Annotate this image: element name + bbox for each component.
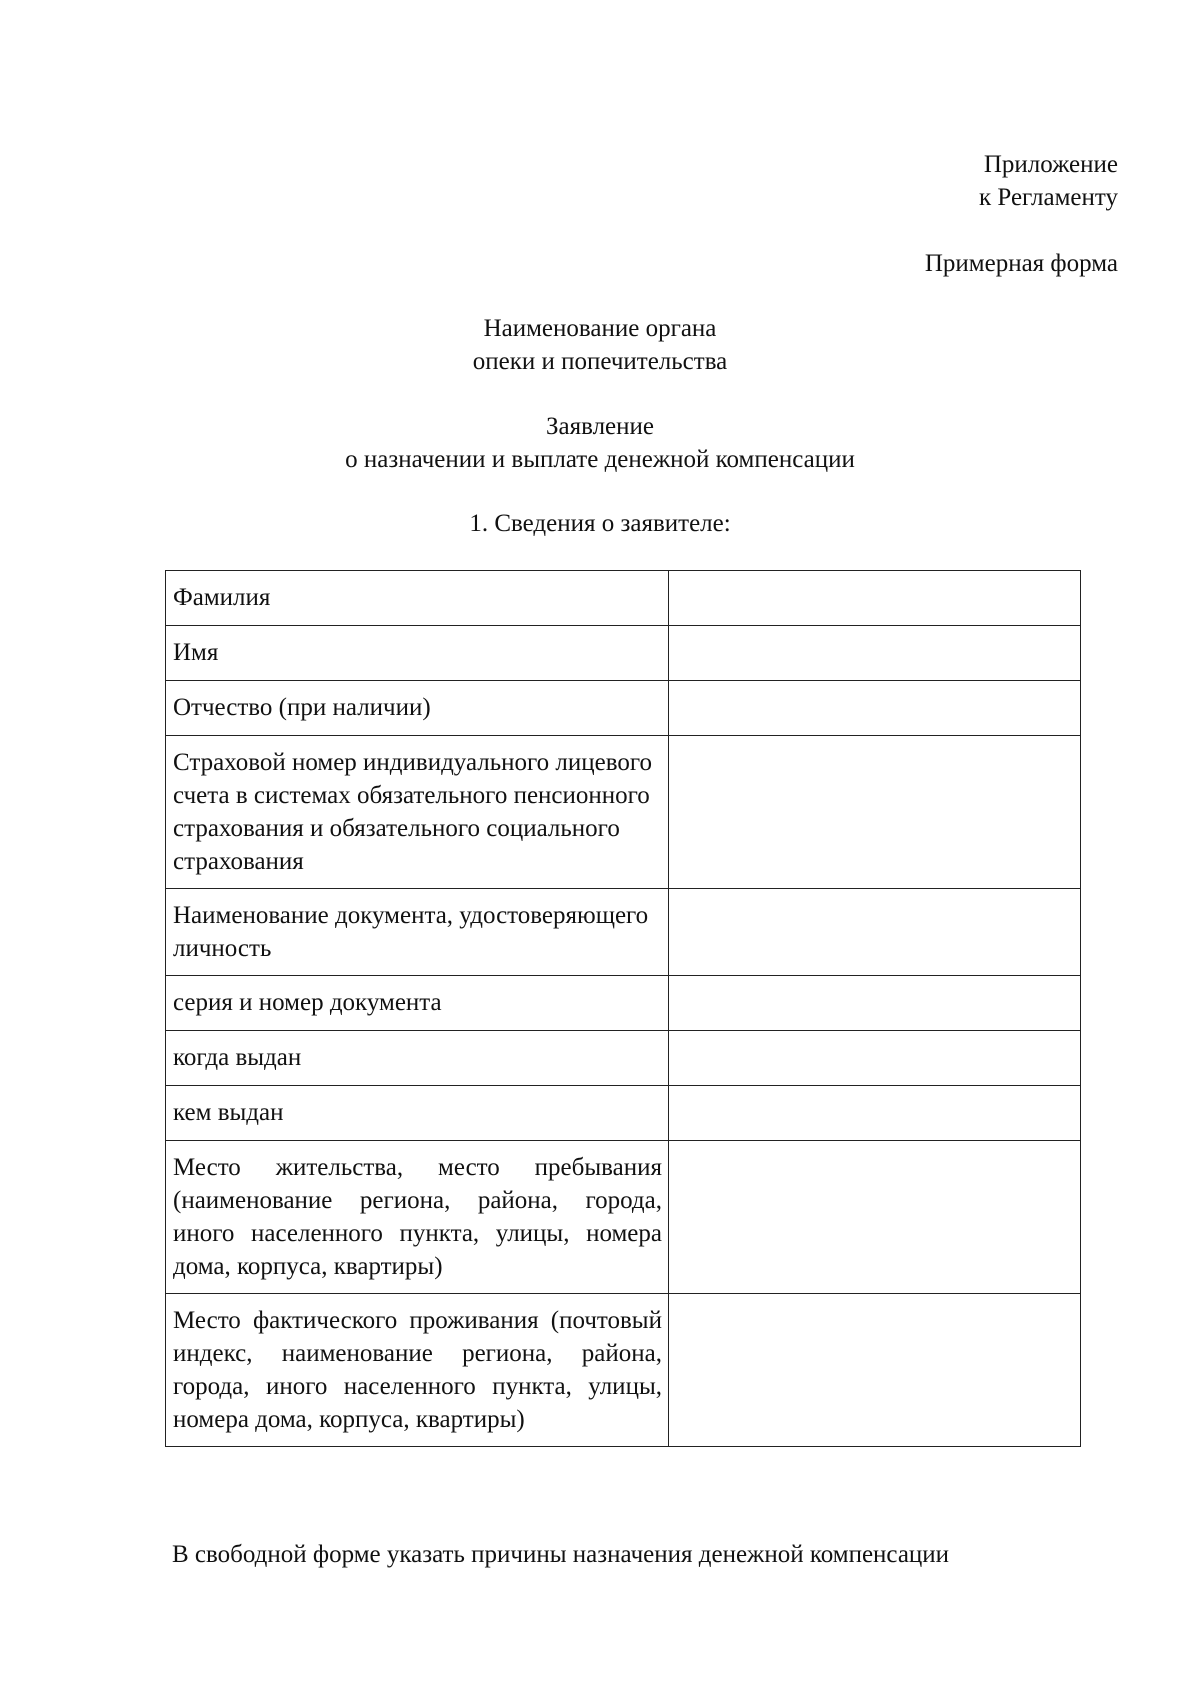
row-label-name: Имя (166, 626, 669, 681)
row-value-insurance-number[interactable] (669, 736, 1081, 889)
authority-line-2: опеки и попечительства (472, 348, 728, 375)
row-label-series-number: серия и номер документа (166, 976, 669, 1031)
table-row (166, 571, 1081, 626)
free-form-instruction: В свободной форме указать причины назначения денежной компенсации (172, 1541, 950, 1568)
row-value-id-document[interactable] (669, 889, 1081, 976)
row-label-residence: Место жительства, место пребывания (наименование региона, района, города, иного населенного пункта, улицы, номера дома, корпуса, квартиры) (166, 1141, 669, 1294)
table-row (166, 1141, 1081, 1294)
table-row (166, 1294, 1081, 1447)
annex-label: Приложение (983, 151, 1118, 178)
row-label-issue-date: когда выдан (166, 1031, 669, 1086)
table-row (166, 1031, 1081, 1086)
row-label-issued-by: кем выдан (166, 1086, 669, 1141)
row-label-surname: Фамилия (166, 571, 669, 626)
section-heading: 1. Сведения о заявителе: (469, 510, 731, 537)
sample-form-label: Примерная форма (924, 250, 1118, 277)
table-row (166, 976, 1081, 1031)
row-value-issued-by[interactable] (669, 1086, 1081, 1141)
row-label-id-document: Наименование документа, удостоверяющего личность (166, 889, 669, 976)
row-value-series-number[interactable] (669, 976, 1081, 1031)
row-value-surname[interactable] (669, 571, 1081, 626)
authority-line-1: Наименование органа (483, 315, 717, 342)
table-row (166, 626, 1081, 681)
table-row (166, 681, 1081, 736)
row-label-actual-residence: Место фактического проживания (почтовый индекс, наименование региона, района, города, иного населенного пункта, улицы, номера дома, корпуса, квартиры) (166, 1294, 669, 1447)
title-line-2: о назначении и выплате денежной компенсации (345, 446, 855, 473)
row-label-patronymic: Отчество (при наличии) (166, 681, 669, 736)
row-value-name[interactable] (669, 626, 1081, 681)
table-row (166, 736, 1081, 889)
document-title (0, 410, 1200, 476)
row-value-patronymic[interactable] (669, 681, 1081, 736)
table-row (166, 889, 1081, 976)
table-row (166, 1086, 1081, 1141)
applicant-info-table (165, 570, 1081, 1447)
row-value-residence[interactable] (669, 1141, 1081, 1294)
row-label-insurance-number: Страховой номер индивидуального лицевого счета в системах обязательного пенсионного страхования и обязательного социального страхования (166, 736, 669, 889)
row-value-actual-residence[interactable] (669, 1294, 1081, 1447)
annex-regulation: к Регламенту (978, 184, 1118, 211)
row-value-issue-date[interactable] (669, 1031, 1081, 1086)
authority-name (0, 312, 1200, 378)
title-line-1: Заявление (545, 413, 655, 440)
annex-reference (618, 148, 1118, 214)
